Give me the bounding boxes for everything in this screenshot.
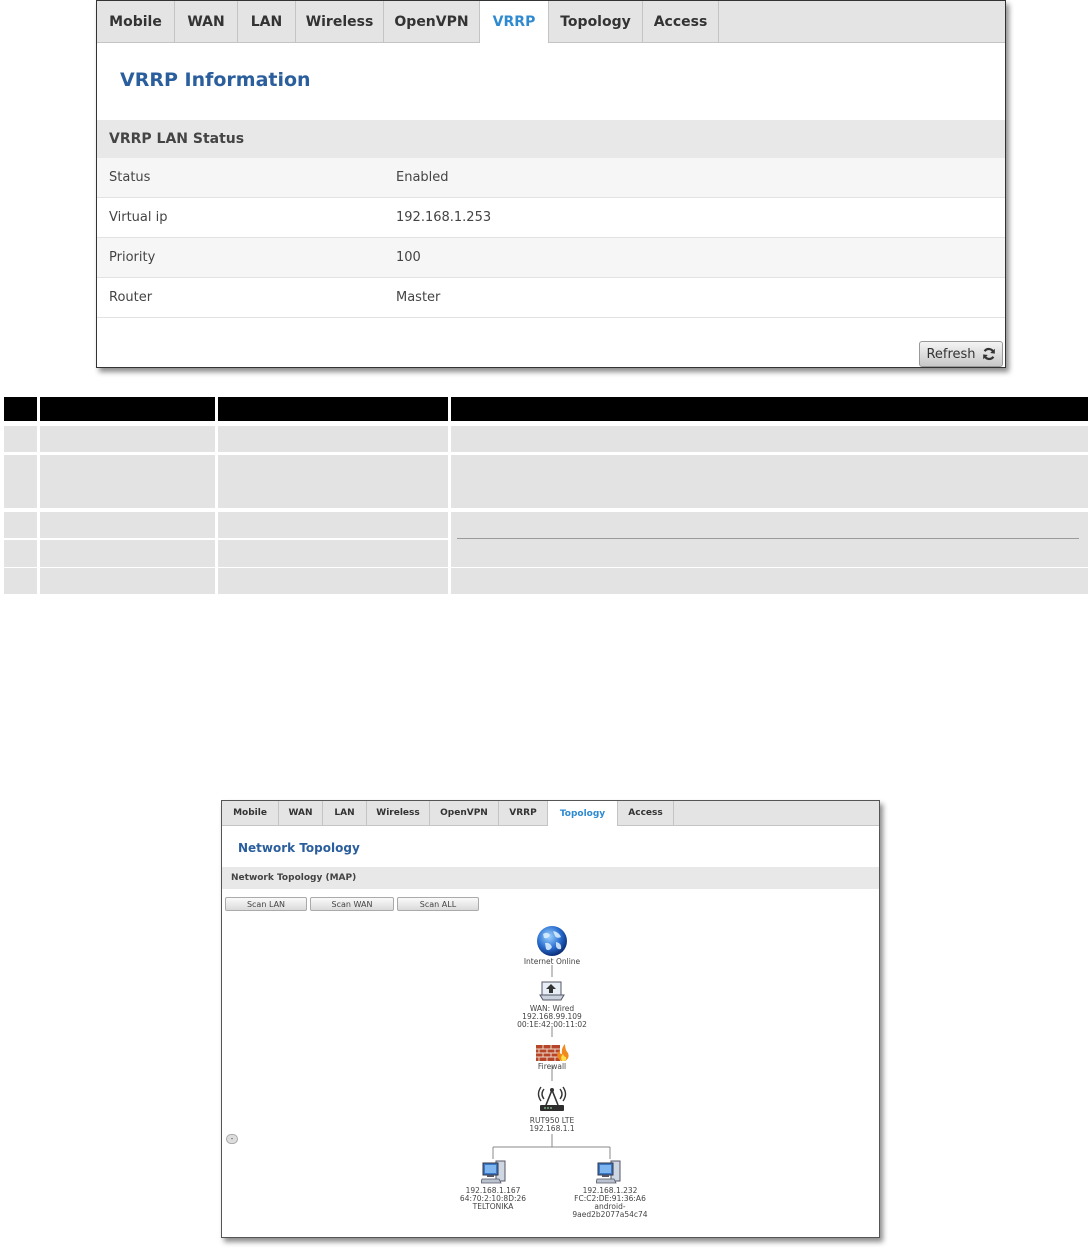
globe-icon [535, 925, 569, 957]
tab-openvpn[interactable]: OpenVPN [430, 801, 499, 825]
tab-vrrp[interactable]: VRRP [480, 1, 549, 43]
virtual-ip-row [97, 198, 1005, 238]
table-cell [4, 568, 37, 594]
merged-cell-divider [457, 538, 1079, 539]
firewall-icon [535, 1042, 569, 1062]
computer-icon [596, 1159, 622, 1185]
router-value: Master [396, 290, 441, 305]
table-cell [451, 455, 1088, 508]
table-cell-merged [451, 512, 1088, 567]
table-cell [4, 540, 37, 567]
router-icon [536, 1085, 568, 1113]
page-title: Network Topology [238, 841, 360, 855]
table-cell [40, 455, 215, 508]
tab-openvpn[interactable]: OpenVPN [384, 1, 480, 42]
virtual-ip-label: Virtual ip [109, 210, 168, 225]
router-row [97, 278, 1005, 318]
tab-vrrp[interactable]: VRRP [499, 801, 548, 825]
scan-all-button[interactable]: Scan ALL [397, 897, 479, 911]
vrrp-tab-bar [97, 1, 1005, 43]
table-cell [218, 455, 448, 508]
table-header-cell [218, 397, 448, 421]
table-row [4, 426, 1088, 452]
table-row [4, 568, 1088, 594]
table-header-cell [4, 397, 37, 421]
client1-node-label: 192.168.1.167 64:70:2:10:8D:26 TELTONIKA [459, 1186, 527, 1211]
topology-screenshot [221, 800, 880, 1238]
table-cell [451, 426, 1088, 452]
vrrp-screenshot [96, 0, 1006, 368]
client2-node-label: 192.168.1.232 FC:C2:DE:91:36:A6 android- 9aed2b2077a54c74 [572, 1186, 648, 1219]
table-header-row [4, 397, 1088, 421]
tab-wireless[interactable]: Wireless [296, 1, 384, 42]
refresh-icon [982, 347, 996, 361]
tab-topology[interactable]: Topology [548, 801, 618, 826]
table-header-cell [451, 397, 1088, 421]
tab-mobile[interactable]: Mobile [222, 801, 279, 825]
table-header-cell [40, 397, 215, 421]
tab-wan[interactable]: WAN [279, 801, 323, 825]
tab-wireless[interactable]: Wireless [367, 801, 430, 825]
scan-wan-button[interactable]: Scan WAN [310, 897, 394, 911]
table-cell [4, 455, 37, 508]
collapse-button[interactable]: - [226, 1134, 238, 1144]
table-cell [4, 426, 37, 452]
tab-access[interactable]: Access [643, 1, 719, 42]
router-label: Router [109, 290, 153, 305]
table-cell [40, 512, 215, 538]
table-row [4, 455, 1088, 508]
table-cell [218, 568, 448, 594]
section-title: VRRP LAN Status [97, 120, 1005, 158]
computer-icon [481, 1159, 507, 1185]
status-value: Enabled [396, 170, 449, 185]
router-node-label: RUT950 LTE 192.168.1.1 [529, 1116, 575, 1133]
tab-access[interactable]: Access [618, 801, 674, 825]
tab-topology[interactable]: Topology [549, 1, 643, 42]
table-cell [451, 568, 1088, 594]
page-title: VRRP Information [120, 69, 311, 91]
table-row [4, 540, 451, 567]
refresh-button[interactable] [919, 341, 1003, 367]
firewall-node-label: Firewall [537, 1062, 567, 1071]
table-cell [218, 540, 448, 567]
scan-lan-button[interactable]: Scan LAN [225, 897, 307, 911]
tab-lan[interactable]: LAN [323, 801, 367, 825]
table-row [4, 512, 1088, 538]
internet-node-label: Internet Online [523, 957, 581, 966]
tab-wan[interactable]: WAN [175, 1, 238, 42]
section-title: Network Topology (MAP) [222, 867, 879, 889]
wan-node-label: WAN: Wired 192.168.99.109 00:1E:42:00:11:02 [517, 1004, 587, 1029]
refresh-label: Refresh [926, 346, 976, 362]
wan-icon [539, 979, 565, 1001]
status-row [97, 158, 1005, 198]
status-label: Status [109, 170, 151, 185]
priority-value: 100 [396, 250, 421, 265]
table-cell [218, 426, 448, 452]
virtual-ip-value: 192.168.1.253 [396, 210, 492, 225]
table-cell [40, 426, 215, 452]
table-cell [4, 512, 37, 538]
priority-label: Priority [109, 250, 156, 265]
table-cell [218, 512, 448, 538]
tab-lan[interactable]: LAN [238, 1, 296, 42]
priority-row [97, 238, 1005, 278]
table-cell [40, 568, 215, 594]
tab-mobile[interactable]: Mobile [97, 1, 175, 42]
table-cell [40, 540, 215, 567]
